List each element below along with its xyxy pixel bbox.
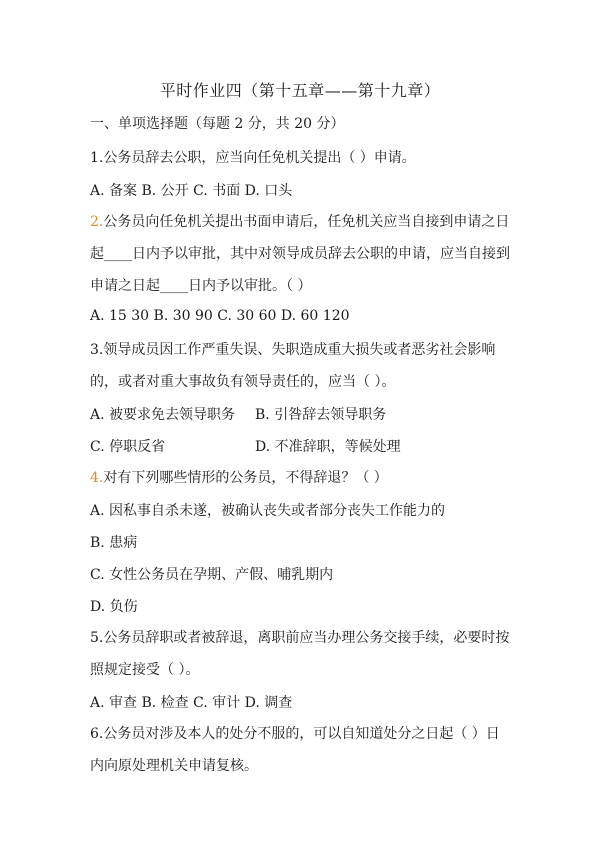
- question-1: 1.公务员辞去公职，应当向任免机关提出（ ）申请。: [90, 150, 416, 166]
- question-3-line-2: 的，或者对重大事故负有领导责任的，应当（ ）。: [90, 374, 396, 390]
- question-3-option-a: A. 被要求免去领导职务: [90, 407, 236, 423]
- question-1-options: A. 备案 B. 公开 C. 书面 D. 口头: [90, 183, 293, 199]
- question-4-option-a: A. 因私事自杀未遂，被确认丧失或者部分丧失工作能力的: [90, 503, 446, 519]
- question-2-line-2: 起____日内予以审批，其中对领导成员辞去公职的申请，应当自接到: [90, 246, 510, 262]
- question-5-options: A. 审查 B. 检查 C. 审计 D. 调查: [90, 695, 293, 711]
- question-2-line-1: [90, 212, 520, 232]
- question-2-text: 公务员向任免机关提出书面申请后，任免机关应当自接到申请之日: [103, 214, 510, 230]
- page-title: 平时作业四（第十五章——第十九章）: [159, 81, 441, 100]
- question-2-number: 2.: [90, 214, 104, 230]
- question-3-option-b: B. 引咎辞去领导职务: [255, 407, 387, 423]
- question-6-line-2: 内向原处理机关申请复核。: [90, 758, 258, 774]
- question-4-number: 4.: [90, 470, 104, 486]
- question-5-line-1: 5.公务员辞职或者被辞退，离职前应当办理公务交接手续，必要时按: [90, 630, 510, 646]
- section-heading: 一、单项选择题（每题 2 分，共 20 分）: [90, 116, 345, 132]
- question-3-option-d: D. 不准辞职，等候处理: [255, 439, 401, 455]
- question-6-line-1: 6.公务员对涉及本人的处分不服的，可以自知道处分之日起（ ）日: [90, 726, 500, 742]
- question-4-option-d: D. 负伤: [90, 599, 138, 615]
- question-5-line-2: 照规定接受（ ）。: [90, 662, 200, 678]
- question-2-options: A. 15 30 B. 30 90 C. 30 60 D. 60 120: [90, 308, 350, 324]
- question-4-option-b: B. 患病: [90, 535, 138, 551]
- question-3-line-1: 3.领导成员因工作严重失误、失职造成重大损失或者恶劣社会影响: [90, 342, 496, 358]
- question-4: [90, 468, 520, 488]
- question-4-text: 对有下列哪些情形的公务员，不得辞退？（ ）: [103, 470, 388, 486]
- question-4-option-c: C. 女性公务员在孕期、产假、哺乳期内: [90, 567, 334, 583]
- question-3-option-c: C. 停职反省: [90, 439, 166, 455]
- question-2-line-3: 申请之日起____日内予以审批。（ ）: [90, 278, 312, 294]
